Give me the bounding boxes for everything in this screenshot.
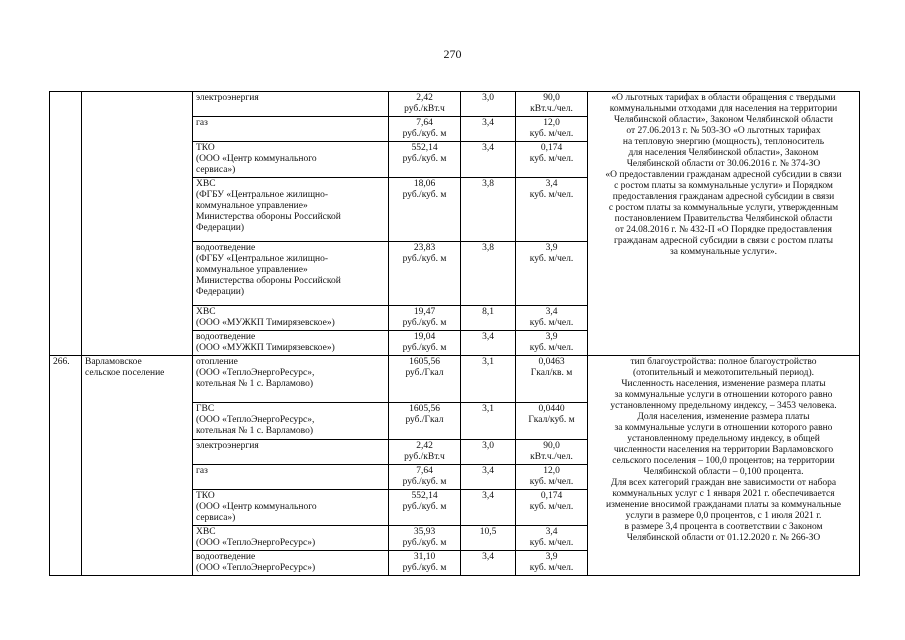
tariff-cell: 552,14 руб./куб. м bbox=[389, 490, 461, 526]
note-line: Доля населения, изменение размера платы bbox=[637, 412, 810, 422]
service-cell: ТКО (ООО «Центр коммунального сервиса») bbox=[193, 142, 389, 178]
service-cell: отопление (ООО «ТеплоЭнергоРесурс», котельная № 1 с. Варламово) bbox=[193, 356, 389, 403]
index-cell: 3,4 bbox=[461, 465, 516, 490]
note-line: тип благоустройства: полное благоустройство bbox=[630, 357, 817, 367]
norm-cell: 3,4 куб. м/чел. bbox=[516, 306, 588, 331]
tariff-cell: 19,04 руб./куб. м bbox=[389, 331, 461, 356]
table-row bbox=[50, 92, 860, 117]
note-line: с ростом платы за коммунальные услуги, утвержденным bbox=[608, 203, 839, 213]
note-line: постановлением Правительства Челябинской области bbox=[614, 214, 833, 224]
norm-cell: 12,0 куб. м/чел. bbox=[516, 117, 588, 142]
index-cell: 3,8 bbox=[461, 242, 516, 306]
note-cell bbox=[588, 92, 860, 356]
note-line: коммунальных услуг с 1 января 2021 г. обеспечивается bbox=[612, 489, 835, 499]
note-line: установленному предельному индексу, в общей bbox=[627, 434, 820, 444]
note-line: Для всех категорий граждан вне зависимости от набора bbox=[610, 478, 837, 488]
tariff-cell: 7,64 руб./куб. м bbox=[389, 117, 461, 142]
note-line: в размере 3,4 процента в соответствии с Законом bbox=[624, 522, 823, 532]
note-line: на тепловую энергию (мощность), теплоноситель bbox=[622, 137, 825, 147]
tariff-cell: 31,10 руб./куб. м bbox=[389, 551, 461, 576]
note-line: за коммунальные услуги в отношении которого равно bbox=[614, 390, 833, 400]
tariff-cell: 2,42 руб./кВт.ч bbox=[389, 92, 461, 117]
norm-cell: 0,0440 Гкал/куб. м bbox=[516, 403, 588, 440]
service-cell: водоотведение (ООО «МУЖКП Тимирязевское») bbox=[193, 331, 389, 356]
note-line: услуги в размере 0,0 процентов, с 1 июля 2021 г. bbox=[625, 511, 822, 521]
note-line: изменение вносимой гражданами платы за коммунальные bbox=[606, 500, 841, 510]
service-cell: электроэнергия bbox=[193, 440, 389, 465]
norm-cell: 3,9 куб. м/чел. bbox=[516, 242, 588, 306]
index-cell: 10,5 bbox=[461, 526, 516, 551]
note-line: Челябинской области – 0,100 процента. bbox=[643, 467, 804, 477]
municipality-cell: Варламовское сельское поселение bbox=[82, 356, 193, 576]
service-cell: газ bbox=[193, 465, 389, 490]
norm-cell: 3,9 куб. м/чел. bbox=[516, 551, 588, 576]
note-line: Челябинской области от 30.06.2016 г. № 374-ЗО bbox=[626, 159, 821, 169]
norm-cell: 90,0 кВт.ч./чел. bbox=[516, 440, 588, 465]
note-line: для населения Челябинской области», Законом bbox=[628, 148, 819, 158]
service-cell: ТКО (ООО «Центр коммунального сервиса») bbox=[193, 490, 389, 526]
tariff-cell: 2,42 руб./кВт.ч bbox=[389, 440, 461, 465]
row-number-cell bbox=[50, 92, 82, 356]
tariff-cell: 35,93 руб./куб. м bbox=[389, 526, 461, 551]
index-cell: 3,0 bbox=[461, 440, 516, 465]
note-line: (отопительный и межотопительный период). bbox=[632, 368, 815, 378]
service-cell: электроэнергия bbox=[193, 92, 389, 117]
norm-cell: 0,174 куб. м/чел. bbox=[516, 490, 588, 526]
note-line: Челябинской области от 01.12.2020 г. № 266-ЗО bbox=[626, 533, 821, 543]
tariff-cell: 7,64 руб./куб. м bbox=[389, 465, 461, 490]
index-cell: 3,8 bbox=[461, 178, 516, 242]
tariff-cell: 552,14 руб./куб. м bbox=[389, 142, 461, 178]
index-cell: 3,1 bbox=[461, 356, 516, 403]
tariff-cell: 19,47 руб./куб. м bbox=[389, 306, 461, 331]
service-cell: ГВС (ООО «ТеплоЭнергоРесурс», котельная № 1 с. Варламово) bbox=[193, 403, 389, 440]
row-number-cell: 266. bbox=[50, 356, 82, 576]
municipality-cell bbox=[82, 92, 193, 356]
service-cell: ХВС (ФГБУ «Центральное жилищно- коммунальное управление» Министерства обороны Российской Федерации) bbox=[193, 178, 389, 242]
page-number: 270 bbox=[443, 47, 462, 61]
note-line: коммунальными отходами для населения на территории bbox=[609, 104, 838, 114]
note-line: сельского поселения – 100,0 процентов; на территории bbox=[612, 456, 835, 466]
index-cell: 3,1 bbox=[461, 403, 516, 440]
service-cell: ХВС (ООО «МУЖКП Тимирязевское») bbox=[193, 306, 389, 331]
norm-cell: 12,0 куб. м/чел. bbox=[516, 465, 588, 490]
index-cell: 3,4 bbox=[461, 117, 516, 142]
note-line: «О предоставлении гражданам адресной субсидии в связи bbox=[605, 170, 842, 180]
index-cell: 3,4 bbox=[461, 142, 516, 178]
note-line: от 24.08.2016 г. № 432-П «О Порядке предоставления bbox=[615, 225, 832, 235]
service-cell: ХВС (ООО «ТеплоЭнергоРесурс») bbox=[193, 526, 389, 551]
index-cell: 3,4 bbox=[461, 551, 516, 576]
service-cell: газ bbox=[193, 117, 389, 142]
norm-cell: 3,4 куб. м/чел. bbox=[516, 526, 588, 551]
note-line: с ростом платы за коммунальные услуги» и Порядком bbox=[614, 181, 833, 191]
note-line: гражданам адресной субсидии в связи с ростом платы bbox=[613, 236, 834, 246]
note-line: предоставления гражданам адресной субсидии в связи bbox=[612, 192, 835, 202]
service-cell: водоотведение (ООО «ТеплоЭнергоРесурс») bbox=[193, 551, 389, 576]
index-cell: 8,1 bbox=[461, 306, 516, 331]
note-line: за коммунальные услуги». bbox=[670, 247, 777, 257]
note-line: от 27.06.2013 г. № 503-ЗО «О льготных тарифах bbox=[626, 126, 821, 136]
norm-cell: 3,4 куб. м/чел. bbox=[516, 178, 588, 242]
note-line: за коммунальные услуги в отношении которого равно bbox=[614, 423, 833, 433]
norm-cell: 0,174 куб. м/чел. bbox=[516, 142, 588, 178]
tariff-cell: 18,06 руб./куб. м bbox=[389, 178, 461, 242]
tariff-cell: 1605,56 руб./Гкал bbox=[389, 403, 461, 440]
tariff-cell: 23,83 руб./куб. м bbox=[389, 242, 461, 306]
note-line: Челябинской области», Законом Челябинской области bbox=[613, 115, 834, 125]
note-line: установленному предельному индексу, – 3453 человека. bbox=[610, 401, 837, 411]
service-cell: водоотведение (ФГБУ «Центральное жилищно- коммунальное управление» Министерства обороны Российской Федерации) bbox=[193, 242, 389, 306]
note-line: Численность населения, изменение размера платы bbox=[621, 379, 826, 389]
table-row bbox=[50, 356, 860, 403]
index-cell: 3,4 bbox=[461, 331, 516, 356]
note-cell bbox=[588, 356, 860, 576]
note-line: численности населения на территории Варламовского bbox=[613, 445, 834, 455]
tariff-cell: 1605,56 руб./Гкал bbox=[389, 356, 461, 403]
tariff-table bbox=[49, 91, 860, 576]
norm-cell: 0,0463 Гкал/кв. м bbox=[516, 356, 588, 403]
norm-cell: 3,9 куб. м/чел. bbox=[516, 331, 588, 356]
norm-cell: 90,0 кВт.ч./чел. bbox=[516, 92, 588, 117]
note-line: «О льготных тарифах в области обращения с твердыми bbox=[611, 93, 836, 103]
index-cell: 3,0 bbox=[461, 92, 516, 117]
index-cell: 3,4 bbox=[461, 490, 516, 526]
